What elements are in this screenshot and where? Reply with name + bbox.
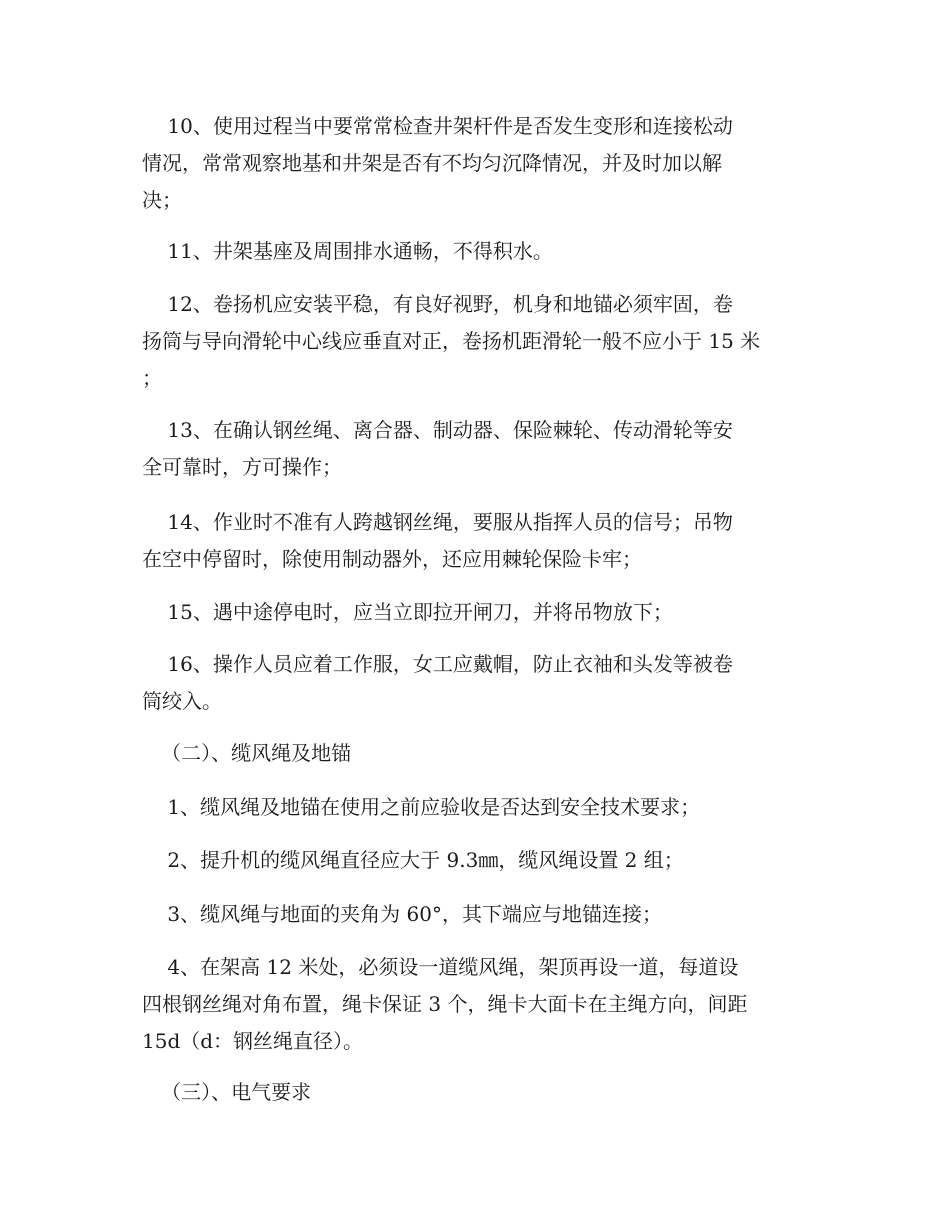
section-heading-cables-anchors bbox=[142, 735, 812, 772]
paragraph-line: 15、遇中途停电时，应当立即拉开闸刀，并将吊物放下； bbox=[142, 600, 673, 624]
heading-line: （三）、电气要求 bbox=[142, 1080, 312, 1104]
paragraph-line: 4、在架高 12 米处，必须设一道缆风绳，架顶再设一道，每道设 bbox=[142, 955, 739, 979]
paragraph-cable-item-1 bbox=[142, 789, 812, 826]
paragraph-cable-item-2 bbox=[142, 842, 812, 879]
paragraph-line: 16、操作人员应着工作服，女工应戴帽，防止衣袖和头发等被卷 bbox=[142, 652, 733, 676]
paragraph-line: 13、在确认钢丝绳、离合器、制动器、保险棘轮、传动滑轮等安 bbox=[142, 418, 733, 442]
paragraph-item-14 bbox=[142, 504, 812, 578]
paragraph-item-11 bbox=[142, 233, 812, 270]
section-heading-electrical bbox=[142, 1074, 812, 1111]
paragraph-line: 14、作业时不准有人跨越钢丝绳，要服从指挥人员的信号；吊物 bbox=[142, 510, 733, 534]
paragraph-line: 11、井架基座及周围排水通畅，不得积水。 bbox=[142, 239, 553, 263]
paragraph-line: 扬筒与导向滑轮中心线应垂直对正，卷扬机距滑轮一般不应小于 15 米 bbox=[142, 329, 761, 353]
paragraph-line: 全可靠时，方可操作； bbox=[142, 455, 342, 479]
paragraph-cable-item-4 bbox=[142, 949, 812, 1060]
paragraph-line: 3、缆风绳与地面的夹角为 60°，其下端应与地锚连接； bbox=[142, 902, 662, 926]
paragraph-line: 筒绞入。 bbox=[142, 689, 222, 713]
paragraph-item-16 bbox=[142, 646, 812, 720]
paragraph-line: 10、使用过程当中要常常检查井架杆件是否发生变形和连接松动 bbox=[142, 114, 733, 138]
paragraph-item-15 bbox=[142, 594, 812, 631]
paragraph-line: 1、缆风绳及地锚在使用之前应验收是否达到安全技术要求； bbox=[142, 795, 701, 819]
paragraph-line: 四根钢丝绳对角布置，绳卡保证 3 个，绳卡大面卡在主绳方向，间距 bbox=[142, 992, 748, 1016]
paragraph-item-13 bbox=[142, 412, 812, 486]
paragraph-line: ； bbox=[142, 366, 162, 390]
paragraph-line: 12、卷扬机应安装平稳，有良好视野，机身和地锚必须牢固，卷 bbox=[142, 292, 733, 316]
paragraph-item-10 bbox=[142, 108, 812, 219]
paragraph-line: 情况，常常观察地基和井架是否有不均匀沉降情况，并及时加以解 bbox=[142, 151, 722, 175]
paragraph-line: 2、提升机的缆风绳直径应大于 9.3㎜，缆风绳设置 2 组； bbox=[142, 848, 684, 872]
heading-line: （二）、缆风绳及地锚 bbox=[142, 741, 352, 765]
paragraph-line: 决； bbox=[142, 188, 182, 212]
paragraph-cable-item-3 bbox=[142, 896, 812, 933]
paragraph-line: 15d（d：钢丝绳直径）。 bbox=[142, 1029, 364, 1053]
paragraph-item-12 bbox=[142, 286, 812, 397]
paragraph-line: 在空中停留时，除使用制动器外，还应用棘轮保险卡牢； bbox=[142, 547, 642, 571]
